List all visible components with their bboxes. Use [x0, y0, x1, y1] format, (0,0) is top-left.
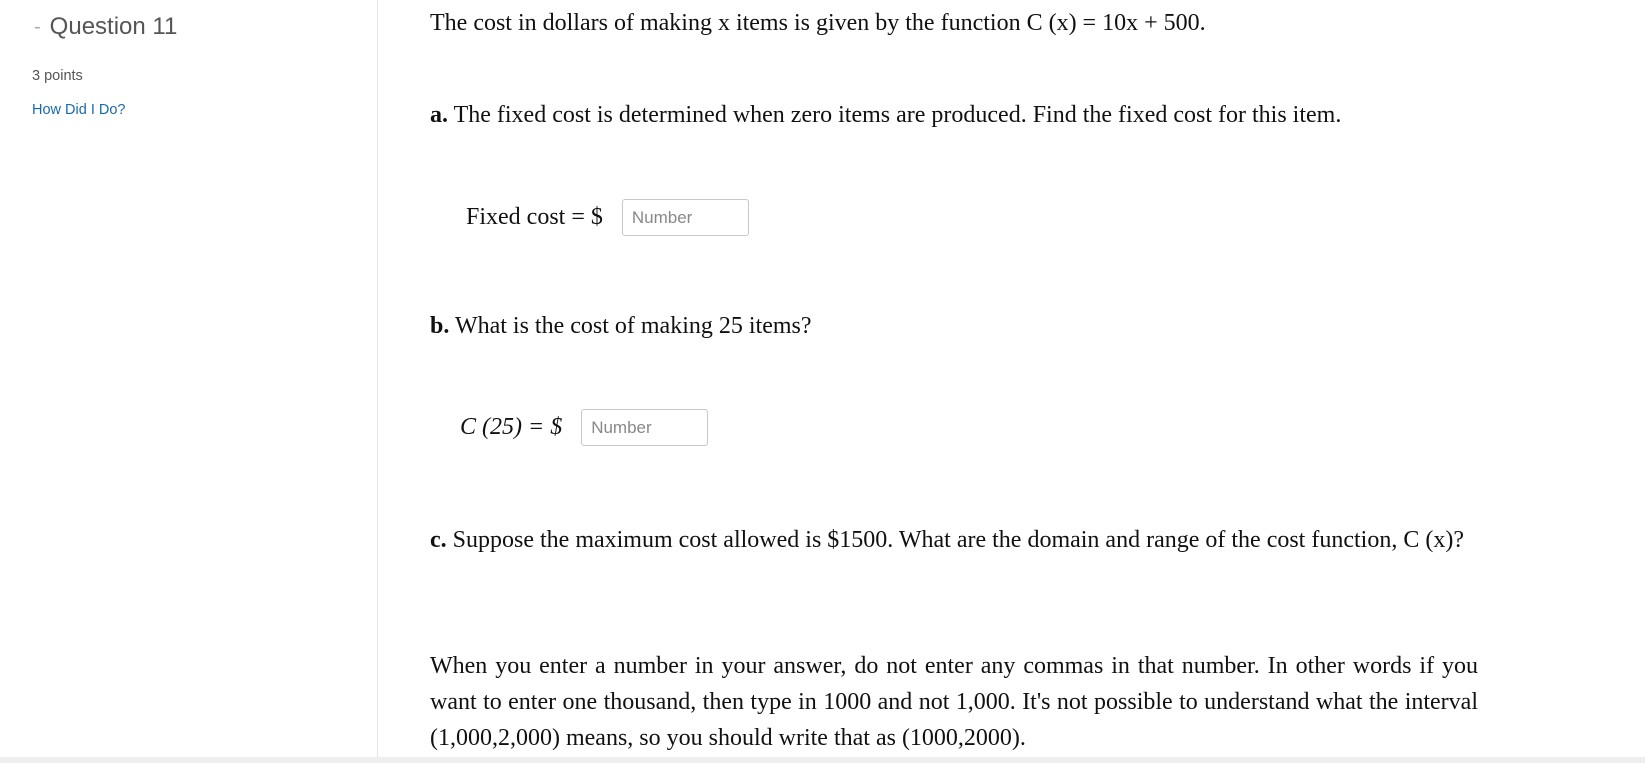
cost-25-row	[460, 409, 708, 446]
fixed-cost-input[interactable]	[622, 199, 749, 236]
minus-icon[interactable]: -	[34, 16, 41, 38]
part-c-text: Suppose the maximum cost allowed is $1500. What are the domain and range of the cost function, C (x)?	[452, 527, 1464, 553]
cost-25-label: C (25) = $	[460, 414, 563, 440]
part-a-prompt	[430, 102, 1341, 129]
part-c-label: c.	[430, 527, 447, 553]
points-label: 3 points	[32, 68, 83, 84]
how-did-i-do-link[interactable]: How Did I Do?	[32, 102, 126, 118]
question-intro	[430, 10, 1206, 37]
cost-25-input[interactable]	[581, 409, 708, 446]
question-header[interactable]	[34, 12, 177, 42]
fixed-cost-label: Fixed cost = $	[466, 204, 603, 230]
question-title: Question 11	[49, 13, 178, 40]
part-c-prompt	[430, 522, 1478, 558]
question-sidebar	[0, 0, 378, 763]
intro-text: The cost in dollars of making x items is given by the function C (x) = 10x + 500.	[430, 10, 1206, 36]
part-b-prompt	[430, 313, 812, 340]
part-a-label: a.	[430, 102, 448, 128]
part-b-text: What is the cost of making 25 items?	[454, 313, 812, 339]
comma-instructions: When you enter a number in your answer, do not enter any commas in that number. In other words if you want to enter one thousand, then type in 1000 and not 1,000. It's not possible to understand what the interval (1,000,2,000) means, so you should write that as (1000,2000).	[430, 653, 1478, 751]
bottom-scroll-bar[interactable]	[0, 757, 1645, 763]
part-b-label: b.	[430, 313, 450, 339]
part-a-text: The fixed cost is determined when zero items are produced. Find the fixed cost for this item.	[453, 102, 1342, 128]
fixed-cost-row	[466, 199, 749, 236]
